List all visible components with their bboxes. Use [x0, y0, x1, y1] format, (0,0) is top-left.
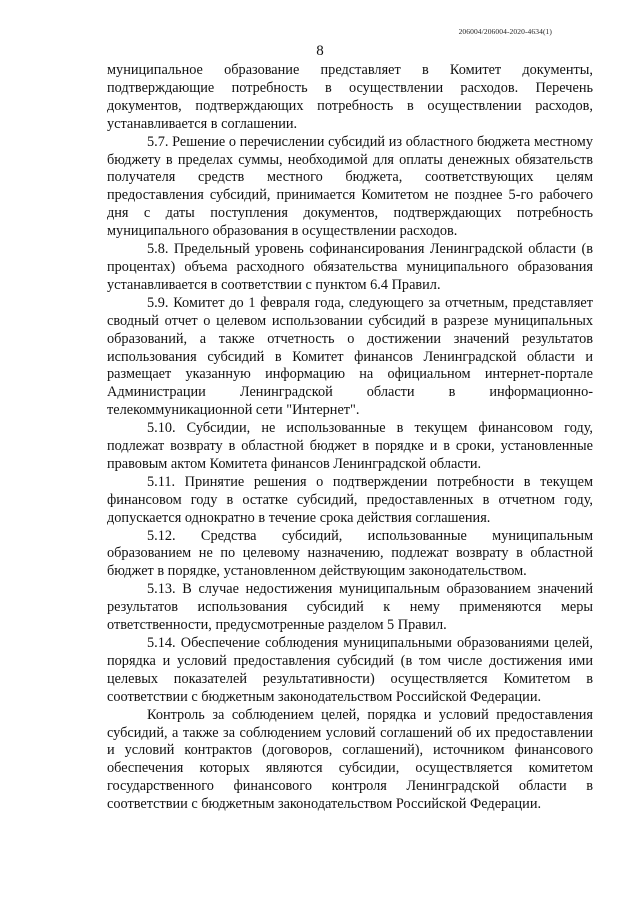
paragraph-5-8: 5.8. Предельный уровень софинансирования Ленинградской области (в процентах) объема расходного обязательства муниципального образования устанавливается в соответствии с пунктом 6.4 Правил. — [107, 241, 593, 293]
document-body — [107, 62, 593, 814]
paragraph-continuation: муниципальное образование представляет в Комитет документы, подтверждающие потребность в осуществлении расходов. Перечень документов, подтверждающих потребность в осуществлении расходов, устанавливается в соглашении. — [107, 62, 593, 132]
paragraph-control: Контроль за соблюдением целей, порядка и условий предоставления субсидий, а также за соблюдением условий соглашений об их предоставлении и условий контрактов (договоров, соглашений), источником финансового обеспечения которых являются субсидии, осуществляется комитетом государственного финансового контроля Ленинградской области в соответствии с бюджетным законодательством Российской Федерации. — [107, 706, 593, 813]
paragraph-5-13: 5.13. В случае недостижения муниципальным образованием значений результатов использования субсидий к нему применяются меры ответственности, предусмотренные разделом 5 Правил. — [107, 581, 593, 634]
paragraph-5-9: 5.9. Комитет до 1 февраля года, следующего за отчетным, представляет сводный отчет о целевом использовании субсидий в разрезе муниципальных образований, а также отчетность о достижении значений результатов использования субсидий в Комитет финансов Ленинградской области и размещает указанную информацию на официальном интернет-портале Администрации Ленинградской области в информационно-телекоммуникационной сети "Интернет". — [107, 294, 593, 419]
paragraph-5-14: 5.14. Обеспечение соблюдения муниципальными образованиями целей, порядка и условий предоставления субсидий (в том числе достижения ими целевых показателей результативности) осуществляется Комитетом в соответствии с бюджетным законодательством Российской Федерации. — [107, 635, 593, 705]
paragraph-5-7: 5.7. Решение о перечислении субсидий из областного бюджета местному бюджету в пределах суммы, необходимой для оплаты денежных обязательств получателя средств местного бюджета, соответствующих целям предоставления субсидий, принимается Комитетом не позднее 5-го рабочего дня с даты поступления документов, подтверждающих потребность муниципального образования в осуществлении расходов. — [107, 133, 593, 240]
document-code: 206004/206004-2020-4634(1) — [458, 27, 552, 36]
page-number: 8 — [316, 43, 324, 59]
paragraph-5-11: 5.11. Принятие решения о подтверждении потребности в текущем финансовом году в остатке субсидий, предоставленных в отчетном году, допускается однократно в течение срока действия соглашения. — [107, 473, 593, 526]
paragraph-5-10: 5.10. Субсидии, не использованные в текущем финансовом году, подлежат возврату в областной бюджет в порядке и в сроки, установленные правовым актом Комитета финансов Ленинградской области. — [107, 420, 593, 472]
paragraph-5-12: 5.12. Средства субсидий, использованные муниципальным образованием не по целевому назначению, подлежат возврату в областной бюджет в порядке, установленном действующим законодательством. — [107, 527, 593, 580]
